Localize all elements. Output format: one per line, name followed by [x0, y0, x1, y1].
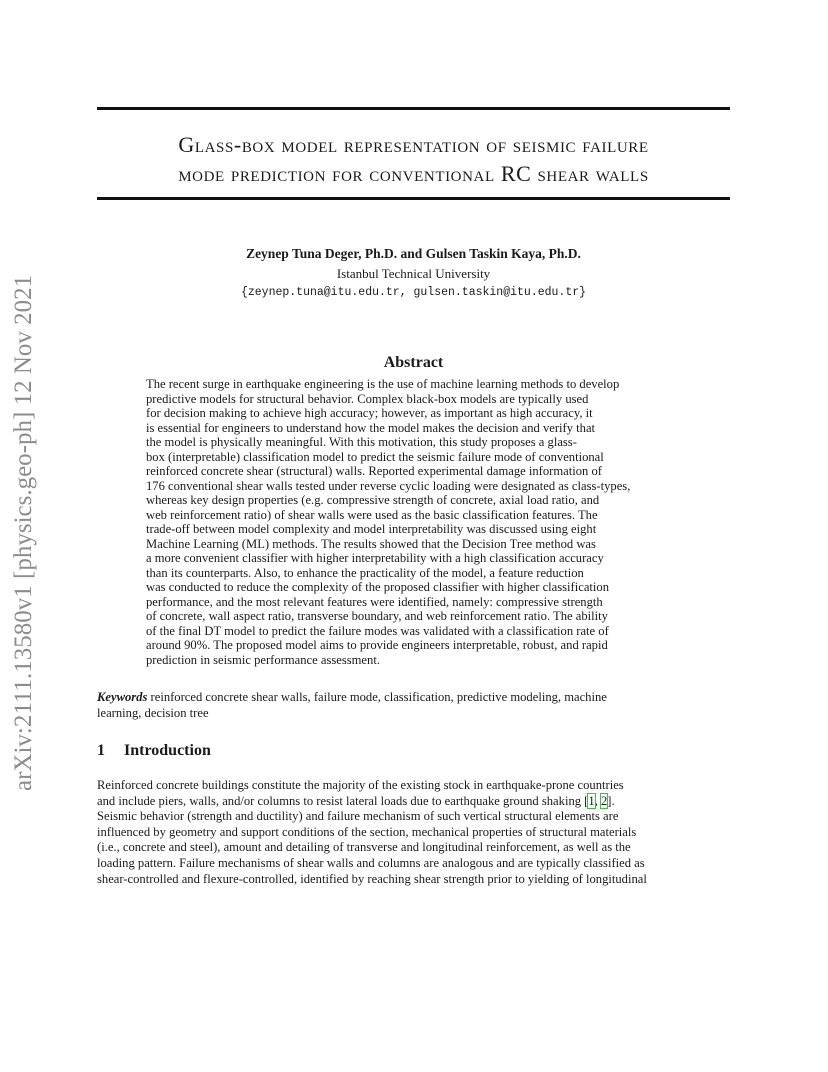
section-title: Introduction	[124, 742, 211, 759]
body-line: (i.e., concrete and steel), amount and detailing of transverse and longitudinal reinforcement, as well as the	[97, 840, 631, 855]
citation-link[interactable]: 2	[600, 793, 608, 808]
authors: Zeynep Tuna Deger, Ph.D. and Gulsen Taskin Kaya, Ph.D.	[246, 246, 581, 261]
abstract-line: predictive models for structural behavior. Complex black-box models are typically used	[146, 391, 589, 406]
body-text: ].	[607, 793, 615, 808]
keywords-line	[97, 690, 737, 706]
author-emails[interactable]: {zeynep.tuna@itu.edu.tr, gulsen.taskin@itu.edu.tr}	[240, 286, 587, 299]
abstract-line: 176 conventional shear walls tested under reverse cyclic loading were designated as class-types,	[146, 478, 631, 493]
keywords-label: Keywords	[97, 690, 148, 704]
abstract-line: for decision making to achieve high accuracy; however, as important as high accuracy, it	[146, 406, 593, 420]
title-bottom-rule	[97, 197, 730, 200]
abstract-line: performance, and the most relevant features were identified, namely: compressive strength	[146, 594, 603, 609]
section-heading	[97, 742, 211, 760]
title-line: mode prediction for conventional RC shear walls	[178, 161, 649, 186]
body-line: Reinforced concrete buildings constitute the majority of the existing stock in earthquake-prone countries	[97, 778, 624, 792]
abstract-body	[146, 377, 682, 667]
body-text: and include piers, walls, and/or columns to resist lateral loads due to earthquake ground shaking [	[97, 793, 589, 808]
paper-title	[97, 130, 730, 188]
abstract-line: of the final DT model to predict the failure modes was validated with a classification rate of	[146, 623, 609, 638]
abstract-line: than its counterparts. Also, to enhance the practicality of the model, a feature reduction	[146, 565, 584, 580]
abstract-line: trade-off between model complexity and model interpretability was discussed using eight	[146, 522, 597, 536]
keywords-block	[97, 690, 737, 721]
abstract-line: Machine Learning (ML) methods. The results showed that the Decision Tree method was	[146, 536, 596, 551]
abstract-line: of concrete, wall aspect ratio, transverse boundary, and web reinforcement ratio. The ability	[146, 609, 608, 623]
abstract-line: The recent surge in earthquake engineering is the use of machine learning methods to develop	[146, 377, 620, 391]
body-line: shear-controlled and flexure-controlled, identified by reaching shear strength prior to yielding of longitudinal	[97, 871, 647, 886]
abstract-line: the model is physically meaningful. With this motivation, this study proposes a glass-	[146, 435, 577, 449]
title-line: Glass-box model representation of seismic failure	[178, 132, 649, 157]
abstract-line: reinforced concrete shear (structural) walls. Reported experimental damage information of	[146, 464, 602, 478]
keywords-line: learning, decision tree	[97, 705, 209, 720]
body-line: loading pattern. Failure mechanisms of shear walls and columns are analogous and are typically classified as	[97, 855, 645, 870]
abstract-heading: Abstract	[383, 354, 444, 371]
body-line	[97, 794, 737, 810]
citation-separator: ,	[594, 793, 601, 808]
affiliation: Istanbul Technical University	[336, 266, 491, 281]
section-number: 1	[97, 742, 105, 759]
keywords-text: reinforced concrete shear walls, failure mode, classification, predictive modeling, machine	[150, 690, 607, 704]
abstract-line: whereas key design properties (e.g. compressive strength of concrete, axial load ratio, and	[146, 493, 600, 507]
body-line: influenced by geometry and support conditions of the section, mechanical properties of structural materials	[97, 824, 637, 839]
abstract-line: web reinforcement ratio) of shear walls were used as the basic classification features. The	[146, 507, 598, 522]
introduction-body	[97, 778, 737, 887]
title-top-rule	[97, 107, 730, 110]
arxiv-sidebar-id: arXiv:2111.13580v1 [physics.geo-ph] 12 Nov 2021	[10, 274, 37, 792]
abstract-line: around 90%. The proposed model aims to provide engineers interpretable, robust, and rapid	[146, 638, 608, 652]
abstract-line: a more convenient classifier with higher interpretability with a high classification accuracy	[146, 551, 604, 565]
abstract-line: was conducted to reduce the complexity of the proposed classifier with higher classification	[146, 580, 610, 594]
body-line: Seismic behavior (strength and ductility) and failure mechanism of such vertical structural elements are	[97, 809, 619, 824]
abstract-line: prediction in seismic performance assessment.	[146, 652, 380, 667]
abstract-line: is essential for engineers to understand how the model makes the decision and verify that	[146, 420, 596, 435]
citation-link[interactable]: 1	[588, 793, 595, 808]
abstract-line: box (interpretable) classification model to predict the seismic failure mode of conventional	[146, 449, 604, 464]
